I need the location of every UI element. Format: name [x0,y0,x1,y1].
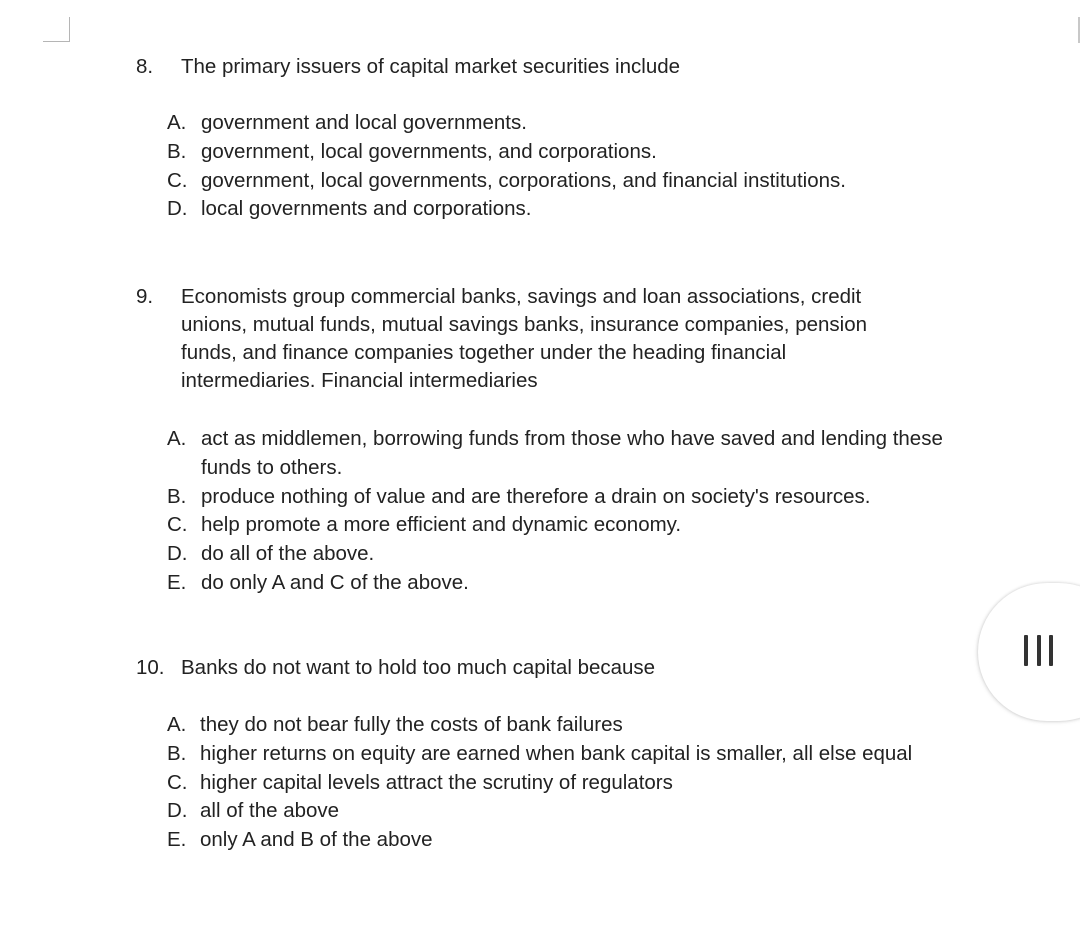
option-text: produce nothing of value and are therefore a drain on society's resources. [201,484,871,508]
option-letter: B. [167,139,187,163]
option-letter: D. [167,197,188,221]
option-text: do all of the above. [201,542,375,566]
option-c[interactable] [167,769,967,798]
option-letter: B. [167,484,187,508]
option-b[interactable] [167,740,967,769]
option-letter: A. [167,713,187,736]
option-text: higher capital levels attract the scrutiny of regulators [200,770,673,794]
option-c[interactable] [167,511,967,540]
menu-icon-bar [1037,635,1041,666]
option-text: do only A and C of the above. [201,570,469,594]
question-text: Banks do not want to hold too much capital because [181,656,656,679]
option-letter: C. [167,513,188,537]
option-text: higher returns on equity are earned when bank capital is smaller, all else equal [200,741,913,765]
option-letter: E. [167,828,187,852]
option-letter: E. [167,570,187,594]
option-letter: A. [167,427,187,450]
option-b[interactable] [167,138,967,167]
menu-icon-bar [1024,635,1028,666]
question-text: The primary issuers of capital market securities include [181,55,681,78]
option-d[interactable] [167,797,967,826]
question-number: 9. [136,285,154,308]
option-text: help promote a more efficient and dynamic economy. [201,513,682,537]
option-text: local governments and corporations. [201,197,532,221]
answer-options [167,425,967,598]
option-letter: B. [167,741,187,765]
option-letter: D. [167,799,188,823]
option-a[interactable] [167,109,967,138]
page-corner-mark [43,17,70,42]
menu-button[interactable] [978,583,1080,721]
answer-options [167,109,967,224]
option-text: government, local governments, corporations, and financial institutions. [201,168,846,192]
option-d[interactable] [167,540,967,569]
question-text: Economists group commercial banks, savings and loan associations, credit unions, mutual funds, mutual savings banks, insurance companies, pension funds, and finance companies together under the heading financial intermediaries. Financial intermediaries [181,285,868,392]
menu-icon [1024,635,1053,666]
question-number: 8. [136,55,154,78]
option-c[interactable] [167,167,967,196]
option-d[interactable] [167,195,967,224]
question-number: 10. [136,656,165,679]
option-letter: D. [167,542,188,566]
option-a[interactable] [167,425,971,483]
option-text: they do not bear fully the costs of bank failures [200,713,623,736]
option-a[interactable] [167,711,967,740]
option-text: only A and B of the above [200,828,433,852]
menu-icon-bar [1049,635,1053,666]
option-letter: C. [167,168,188,192]
option-text: government, local governments, and corporations. [201,139,657,163]
answer-options [167,711,967,855]
option-letter: A. [167,111,187,134]
option-e[interactable] [167,826,967,855]
option-text: act as middlemen, borrowing funds from those who have saved and lending these funds to others. [201,427,943,479]
option-text: all of the above [200,799,340,823]
option-e[interactable] [167,569,967,598]
option-letter: C. [167,770,188,794]
option-b[interactable] [167,483,967,512]
option-text: government and local governments. [201,111,527,134]
